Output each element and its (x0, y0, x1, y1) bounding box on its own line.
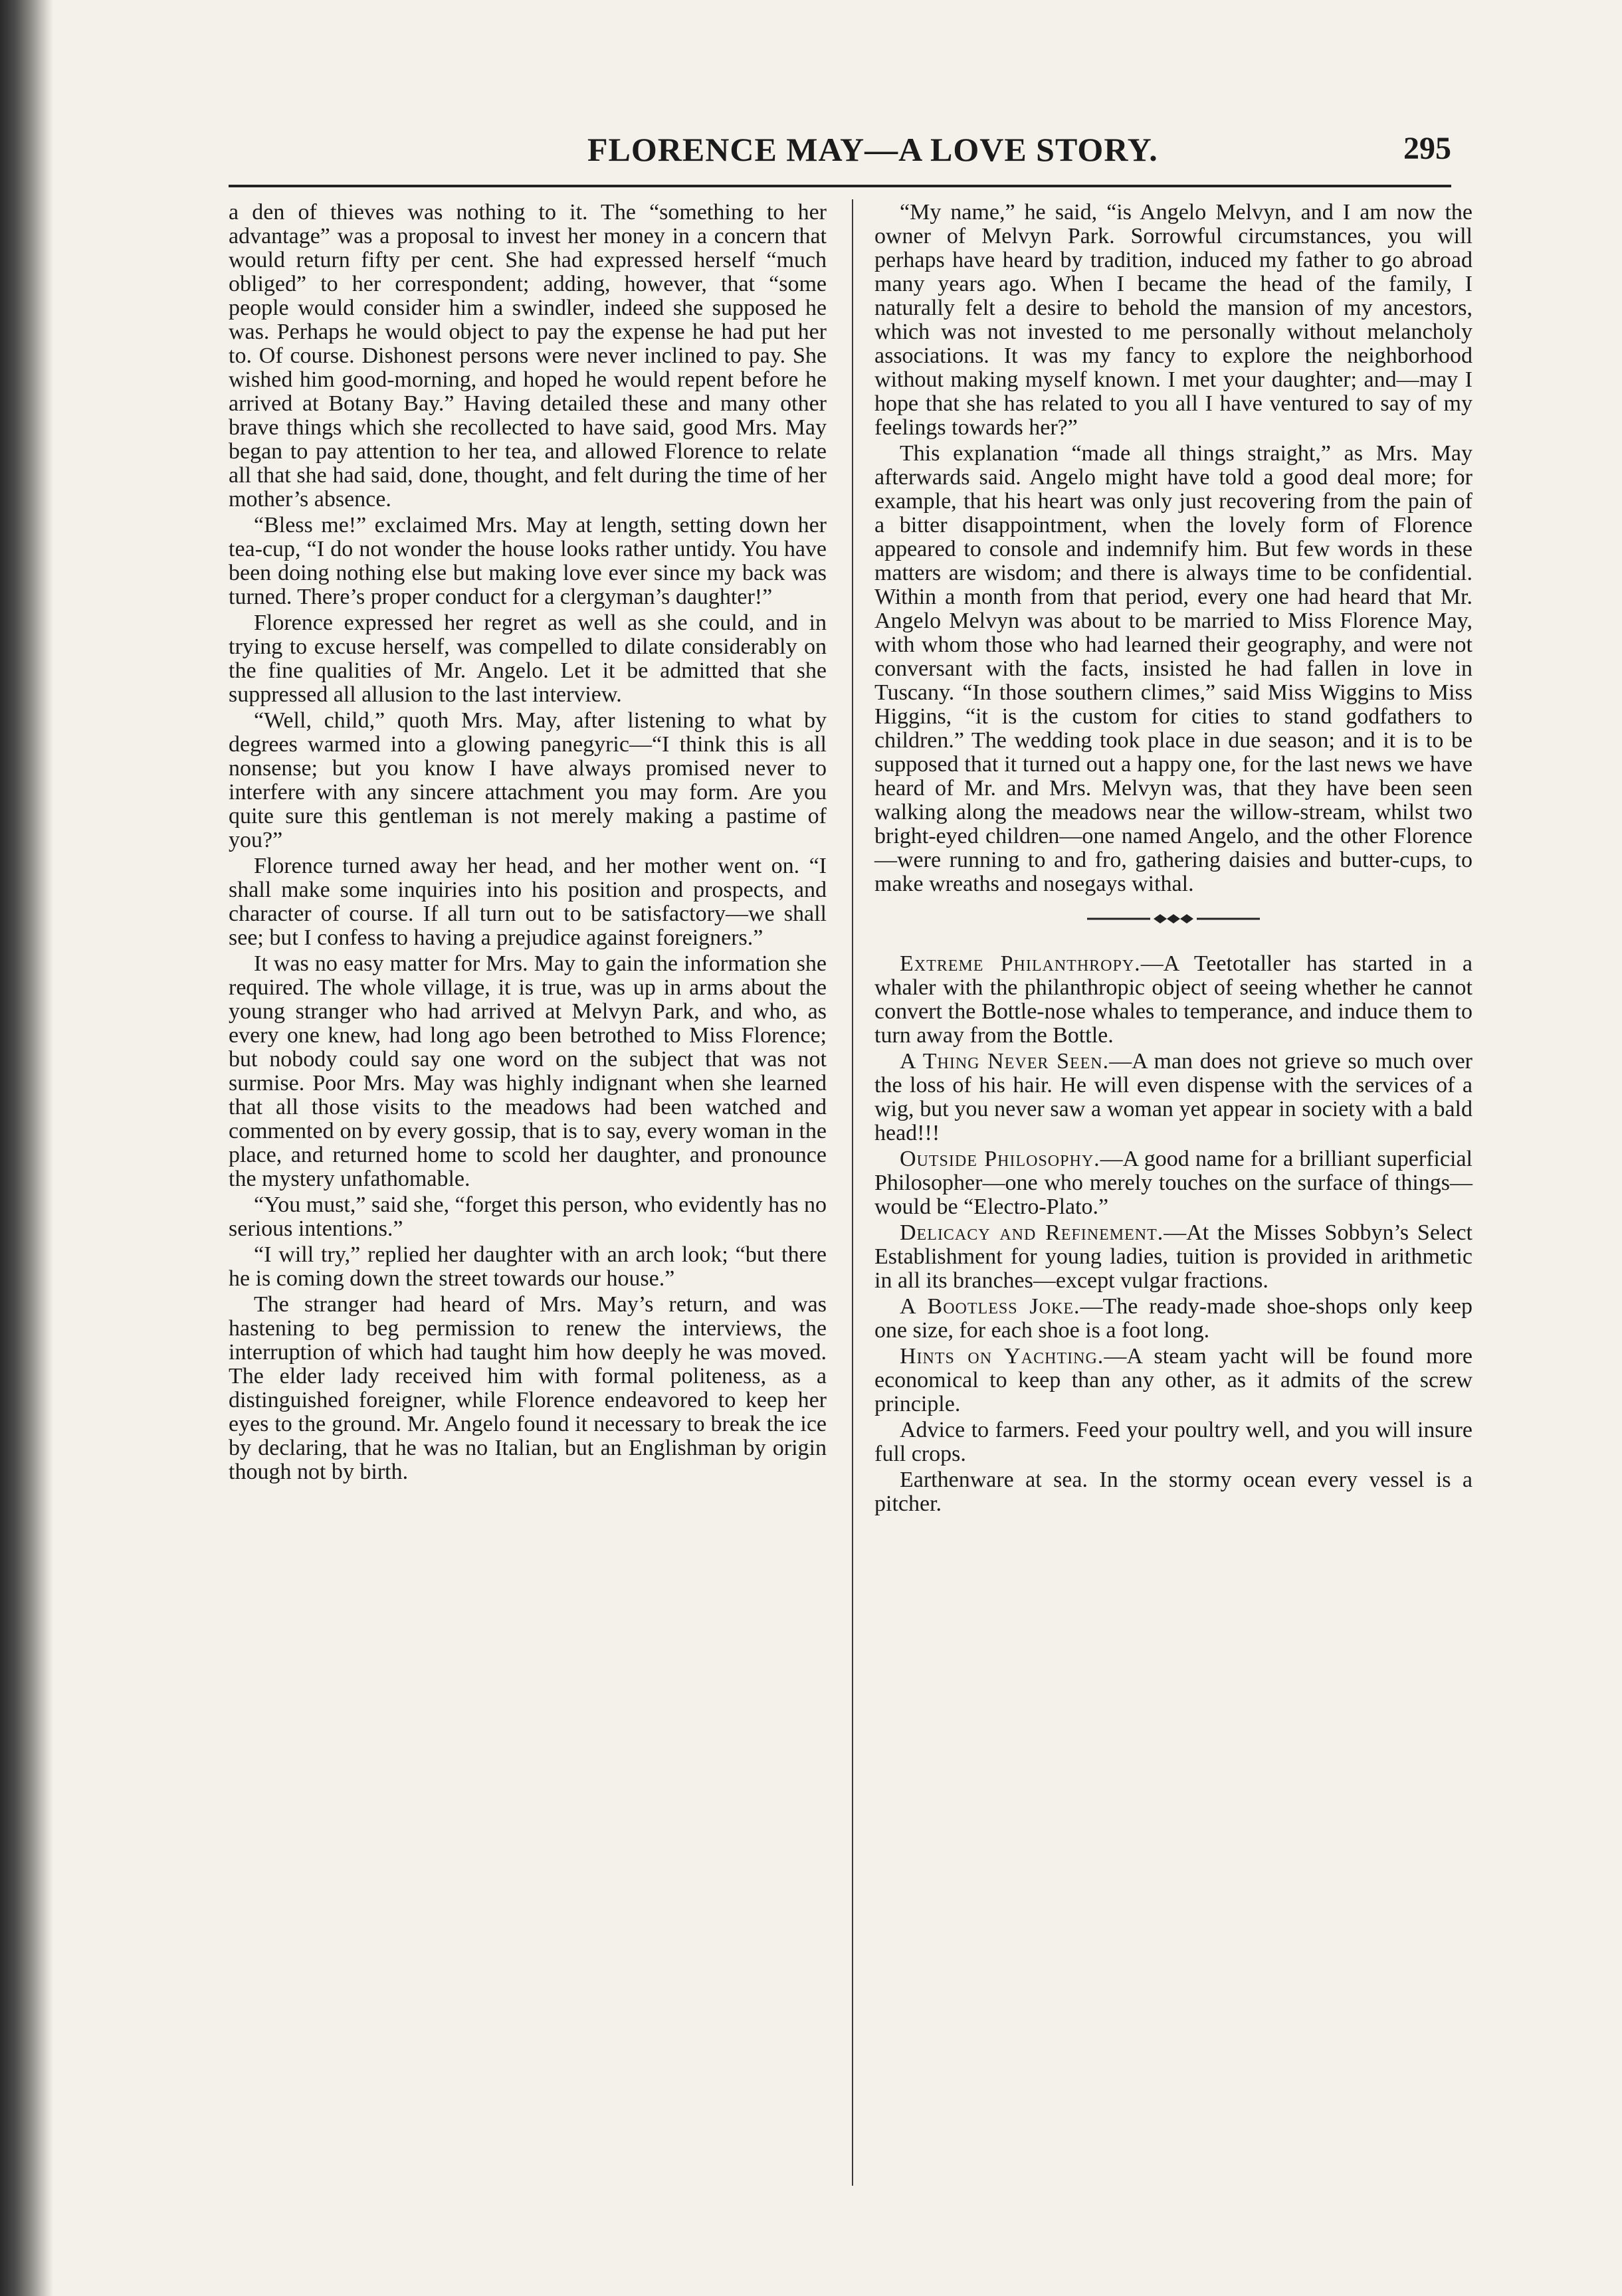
joke-item (874, 1418, 1472, 1466)
joke-title: Outside Philosophy. (900, 1147, 1100, 1171)
running-title: FLORENCE MAY—A LOVE STORY. (587, 131, 1158, 168)
story-paragraph: “You must,” said she, “forget this person, who evidently has no serious intentions.” (229, 1193, 827, 1241)
left-column (229, 201, 827, 1486)
story-paragraph: a den of thieves was nothing to it. The “something to her advantage” was a proposal to invest her money in a concern that would return fifty per cent. She had expressed herself “much obliged” to her correspondent; adding, however, that “some people would consider him a swindler, indeed she supposed he was. Perhaps he would object to pay the expense he had put her to. Of course. Dishonest persons were never inclined to pay. She wished him good-morning, and hoped he would repent before he arrived at Botany Bay.” Having detailed these and many other brave things which she recollected to have said, good Mrs. May began to pay attention to her tea, and allowed Florence to relate all that she had said, done, thought, and felt during the time of her mother’s absence. (229, 200, 827, 512)
joke-item (874, 1345, 1472, 1416)
page-header (229, 130, 1451, 183)
page-number: 295 (1403, 131, 1451, 166)
header-rule (229, 185, 1451, 187)
column-divider (852, 199, 853, 2186)
story-paragraph: This explanation “made all things straight,” as Mrs. May afterwards said. Angelo might have told a good deal more; for example, that his heart was only just recovering from the pain of a bitter disappointment, when the lovely form of Florence appeared to console and indemnify him. But few words in these matters are wisdom; and there is always time to be confidential. Within a month from that period, every one had heard that Mr. Angelo Melvyn was about to be married to Miss Florence May, with whom those who had learned their geography, and were not conversant with the facts, insisted he had fallen in love in Tuscany. “In those southern climes,” said Miss Wiggins to Miss Higgins, “it is the custom for cities to stand godfathers to children.” The wedding took place in due season; and it is to be supposed that it turned out a happy one, for the last news we have heard of Mr. and Mrs. Melvyn was, that they have been seen walking along the meadows near the willow-stream, whilst two bright-eyed children—one named Angelo, and the other Florence—were running to and fro, gathering daisies and butter-cups, to make wreaths and nosegays withal. (874, 441, 1472, 896)
story-paragraph: “Well, child,” quoth Mrs. May, after listening to what by degrees warmed into a glowing panegyric—“I think this is all nonsense; but you know I have always promised never to interfere with any sincere attachment you may form. Are you quite sure this gentleman is not merely making a pastime of you?” (229, 708, 827, 852)
story-paragraph: “I will try,” replied her daughter with an arch look; “but there he is coming down the street towards our house.” (229, 1242, 827, 1291)
joke-item (874, 1468, 1472, 1516)
story-paragraph: Florence expressed her regret as well as she could, and in trying to excuse herself, was compelled to dilate considerably on the fine qualities of Mr. Angelo. Let it be admitted that she suppressed all allusion to the last interview. (229, 611, 827, 707)
joke-title: Delicacy and Refinement. (900, 1220, 1164, 1245)
joke-text: —A steam yacht will be found more economical to keep than any other, as it admits of the screw principle. (874, 1344, 1472, 1416)
joke-text: —A good name for a brilliant superficial Philosopher—one who merely touches on the surface of things—would be “Electro-Plato.” (874, 1147, 1472, 1219)
joke-text: Advice to farmers. Feed your poultry well, and you will insure full crops. (874, 1418, 1472, 1466)
story-paragraph: Florence turned away her head, and her mother went on. “I shall make some inquiries into his position and prospects, and character of course. If all turn out to be satisfactory—we shall see; but I confess to having a prejudice against foreigners.” (229, 854, 827, 950)
joke-item (874, 1050, 1472, 1145)
story-paragraph: It was no easy matter for Mrs. May to gain the information she required. The whole village, it is true, was up in arms about the young stranger who had arrived at Melvyn Park, and who, as every one knew, had long ago been betrothed to Miss Florence; but nobody could say one word on the subject that was not surmise. Poor Mrs. May was highly indignant when she learned that all those visits to the meadows had been watched and commented on by every gossip, that is to say, every woman in the place, and returned home to scold her daughter, and pronounce the mystery unfathomable. (229, 951, 827, 1191)
joke-title: A Bootless Joke. (900, 1294, 1080, 1319)
story-paragraph: “My name,” he said, “is Angelo Melvyn, and I am now the owner of Melvyn Park. Sorrowful circumstances, you will perhaps have heard by tradition, induced my father to go abroad many years ago. When I became the head of the family, I naturally felt a desire to behold the mansion of my ancestors, which was not invested to me personally without melancholy associations. It was my fancy to explore the neighborhood without making myself known. I met your daughter; and—may I hope that she has related to you all I have ventured to say of my feelings towards her?” (874, 200, 1472, 440)
joke-title: A Thing Never Seen. (900, 1049, 1110, 1074)
joke-text: Earthenware at sea. In the stormy ocean every vessel is a pitcher. (874, 1468, 1472, 1516)
right-column (874, 201, 1472, 1518)
joke-text: —The ready-made shoe-shops only keep one size, for each shoe is a foot long. (874, 1294, 1472, 1343)
joke-text: —At the Misses Sobbyn’s Select Establishment for young ladies, tuition is provided in arithmetic in all its branches—except vulgar fractions. (874, 1220, 1472, 1293)
joke-text: —A man does not grieve so much over the loss of his hair. He will even dispense with the services of a wig, but you never saw a woman yet appear in society with a bald head!!! (874, 1049, 1472, 1145)
story-paragraph: “Bless me!” exclaimed Mrs. May at length, setting down her tea-cup, “I do not wonder the house looks rather untidy. You have been doing nothing else but making love ever since my back was turned. There’s proper conduct for a clergyman’s daughter!” (229, 513, 827, 609)
joke-text: —A Teetotaller has started in a whaler with the philanthropic object of seeing whether he cannot convert the Bottle-nose whales to temperance, and induce them to turn away from the Bottle. (874, 951, 1473, 1048)
scanned-page-edge (0, 0, 53, 2296)
section-ornament (1087, 912, 1260, 925)
joke-item (874, 1221, 1472, 1293)
story-paragraph: The stranger had heard of Mrs. May’s return, and was hastening to beg permission to renew the interviews, the interruption of which had taught him how deeply he was moved. The elder lady received him with formal politeness, as a distinguished foreigner, while Florence endeavored to keep her eyes to the ground. Mr. Angelo found it necessary to break the ice by declaring, that he was no Italian, but an Englishman by origin though not by birth. (229, 1292, 827, 1484)
joke-item (874, 1295, 1472, 1343)
joke-item (874, 952, 1472, 1048)
joke-title: Hints on Yachting. (900, 1344, 1104, 1369)
joke-title: Extreme Philanthropy. (900, 951, 1141, 976)
joke-item (874, 1147, 1472, 1219)
